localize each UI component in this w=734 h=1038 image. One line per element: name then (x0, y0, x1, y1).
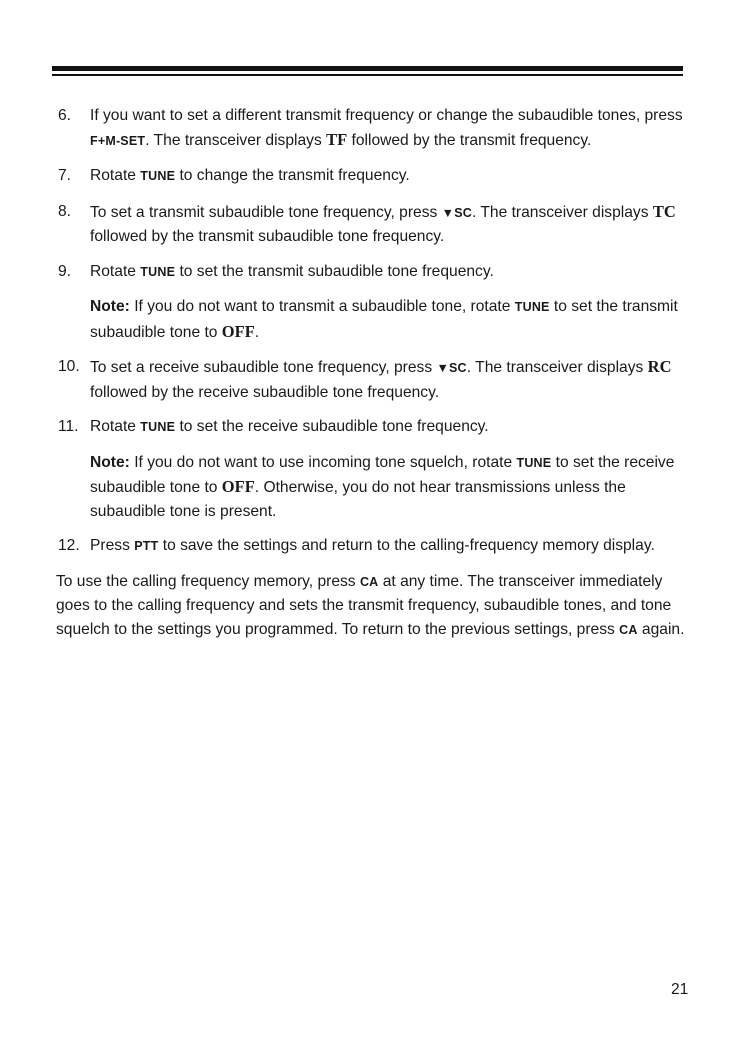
header-rule-thin (52, 74, 683, 76)
step-text: to set the transmit subaudible tone frequency. (175, 262, 494, 280)
display-indicator: TF (326, 129, 348, 149)
paragraph-text: again. (637, 620, 685, 638)
step-number: 10. (58, 358, 80, 375)
header-rule-thick (52, 66, 683, 71)
display-indicator: RC (647, 357, 672, 376)
note-text: If you do not want to transmit a subaudible tone, rotate (129, 298, 515, 315)
step-text: To set a transmit subaudible tone frequency, press (90, 203, 442, 221)
display-indicator: OFF (221, 321, 255, 341)
step-number: 9. (58, 262, 72, 280)
step-text: to change the transmit frequency. (175, 167, 410, 184)
note-transmit-tone (56, 295, 690, 344)
step-7 (56, 164, 690, 189)
step-text: to set the receive subaudible tone frequency. (175, 418, 489, 435)
paragraph-text: at any time. The transceiver immediately goes to the calling frequency and sets the transmit frequency, subaudible tones, and tone squelch to the settings you programmed. To return to the previous settings, press (56, 572, 672, 638)
step-text: . The transceiver displays (466, 359, 648, 376)
key-label: TUNE (514, 300, 550, 314)
step-text: To set a receive subaudible tone frequency, press (90, 359, 437, 376)
key-label: CA (619, 622, 638, 637)
note-text: . Otherwise, you do not hear transmissions unless the subaudible tone is present. (90, 479, 626, 520)
note-text: to set the receive subaudible tone to (90, 453, 675, 496)
step-text: . The transceiver displays (145, 131, 327, 149)
step-number: 12. (58, 537, 80, 554)
step-number: 7. (58, 167, 72, 184)
key-label: TUNE (140, 420, 176, 434)
note-text: to set the transmit subaudible tone to (90, 298, 678, 341)
step-text: followed by the transmit subaudible tone frequency. (90, 228, 445, 245)
step-text: If you want to set a different transmit frequency or change the subaudible tones, press (90, 107, 683, 124)
closing-paragraph (56, 570, 690, 643)
step-11 (56, 415, 690, 440)
key-label: CA (359, 574, 379, 589)
step-number: 8. (58, 202, 72, 220)
key-label: ▼SC (436, 361, 467, 375)
step-text: to save the settings and return to the calling-frequency memory display. (158, 537, 655, 554)
key-label: PTT (134, 539, 159, 553)
note-text: . (254, 323, 260, 341)
key-label: ▼SC (441, 205, 472, 220)
display-indicator: TC (652, 201, 676, 221)
key-label: TUNE (516, 455, 552, 470)
step-text: Press (90, 537, 135, 554)
display-indicator: OFF (221, 477, 255, 496)
key-label: TUNE (140, 264, 176, 279)
step-text: followed by the transmit frequency. (347, 131, 592, 149)
step-10 (56, 355, 690, 404)
step-8 (56, 200, 690, 249)
step-text: Rotate (90, 418, 141, 435)
note-label: Note: (90, 453, 130, 471)
step-text: followed by the receive subaudible tone frequency. (90, 383, 440, 401)
page-number: 21 (671, 981, 689, 998)
step-12 (56, 534, 690, 559)
step-9 (56, 260, 690, 285)
step-number: 6. (58, 107, 72, 124)
note-receive-tone (56, 451, 690, 524)
key-label: TUNE (140, 169, 176, 183)
step-text: . The transceiver displays (471, 203, 653, 221)
step-text: Rotate (90, 262, 141, 280)
step-6 (56, 104, 690, 153)
paragraph-text: To use the calling frequency memory, press (56, 572, 360, 590)
step-number: 11. (58, 418, 79, 435)
note-label: Note: (90, 298, 130, 315)
note-text: If you do not want to use incoming tone squelch, rotate (129, 453, 517, 471)
step-text: Rotate (90, 167, 141, 184)
key-label: F+M-SET (90, 133, 146, 148)
page-body (56, 104, 690, 642)
